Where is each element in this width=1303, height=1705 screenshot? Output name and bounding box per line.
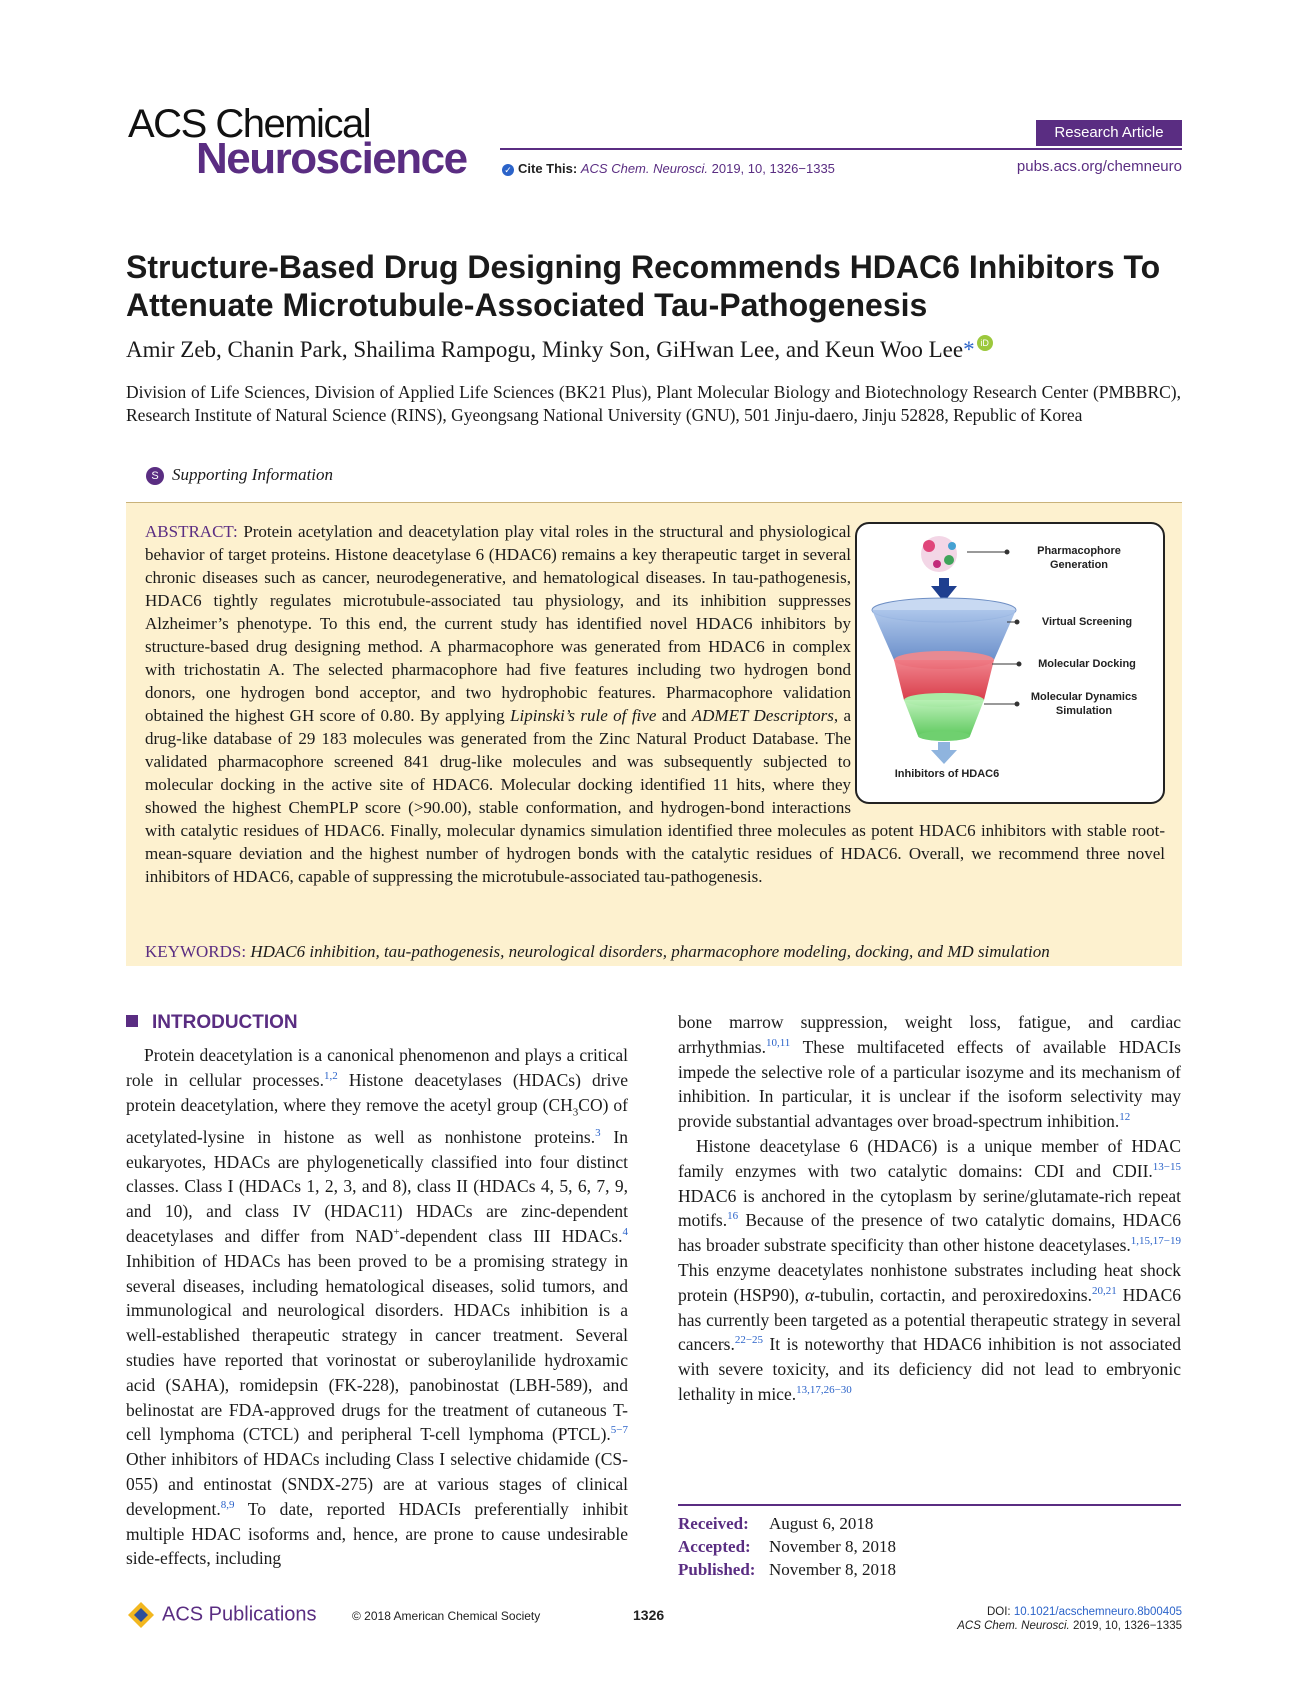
citation-row <box>957 1619 1182 1633</box>
text-run: HDAC6 is anchored in the cytoplasm by serine/glutamate-rich repeat motifs. <box>678 1185 1181 1231</box>
dates-rule <box>678 1504 1181 1506</box>
subscript: 3 <box>572 1106 579 1119</box>
page-number: 1326 <box>633 1607 665 1623</box>
protein-structure-icon <box>921 536 957 572</box>
doi-row <box>957 1605 1182 1619</box>
text-run: These multifaceted effects of available HDACIs impede the selective role of a particular isozyme and its mechanism of inhibition. In particular, it is unclear if the isoform selectivity may provide substantial advantages over broad-spectrum inhibition. <box>678 1036 1181 1132</box>
article-title: Structure-Based Drug Designing Recommends HDAC6 Inhibitors To Attenuate Microtubule-Associated Tau-Pathogenesis <box>126 249 1161 323</box>
ref-link[interactable]: 5−7 <box>610 1424 628 1437</box>
text-run: CO) of acetylated-lysine in histone as well as nonhistone proteins. <box>126 1094 628 1147</box>
doi-block <box>957 1605 1182 1633</box>
cite-journal: ACS Chem. Neurosci. <box>580 161 709 176</box>
doi-link[interactable]: 10.1021/acschemneuro.8b00405 <box>1013 1606 1182 1618</box>
abstract-italic1: Lipinski’s rule of five <box>510 706 657 725</box>
keywords <box>145 940 1165 963</box>
text-run: In eukaryotes, HDACs are phylogenetically classified into four distinct classes. Class I (HDACs 1, 2, 3, and 8), class II (HDACs 4, 5, 6, 7, 9, and 10), and class IV (HDAC11) HDACs are zinc-dependent deacetylases and differ from NAD <box>126 1126 628 1247</box>
history-dates <box>678 1512 896 1581</box>
journal-name-line1: ACS Chemical <box>128 102 371 146</box>
section-heading-text: INTRODUCTION <box>152 1012 298 1033</box>
text-run: To date, reported HDACIs preferentially inhibit multiple HDAC isoforms and, hence, are prone to cause undesirable side-effects, including <box>126 1498 628 1569</box>
text-run: HDAC6 has currently been targeted as a potential therapeutic strategy in several cancers. <box>678 1284 1182 1355</box>
text-run: Protein deacetylation is a canonical phenomenon and plays a critical role in cellular processes. <box>126 1045 628 1090</box>
cite-label: Cite This: <box>518 161 578 176</box>
copyright: © 2018 American Chemical Society <box>352 1609 541 1623</box>
intro-paragraph-1 <box>126 1043 628 1571</box>
citation-journal: ACS Chem. Neurosci. <box>957 1620 1070 1632</box>
section-heading-introduction <box>126 1012 298 1034</box>
arrow-down-output-icon <box>931 742 957 764</box>
body-column-left <box>126 1043 628 1571</box>
supporting-information-link[interactable] <box>146 465 333 485</box>
authors-text: Amir Zeb, Chanin Park, Shailima Rampogu, Minky Son, GiHwan Lee, and Keun Woo Lee <box>126 337 964 362</box>
ref-link[interactable]: 13−15 <box>1152 1160 1181 1173</box>
journal-url-link[interactable]: pubs.acs.org/chemneuro <box>1016 158 1182 175</box>
intro-paragraph-2 <box>678 1134 1181 1407</box>
affiliation: Division of Life Sciences, Division of Applied Life Sciences (BK21 Plus), Plant Molecular Biology and Biotechnology Research Center (PMBBRC), Research Institute of Natural Science (RINS), Gyeongsang National University (GNU), 501 Jinju-daero, Jinju 52828, Republic of Korea <box>126 382 1181 425</box>
ref-link[interactable]: 20,21 <box>1092 1284 1117 1297</box>
supporting-info-label: Supporting Information <box>172 465 334 484</box>
ref-link[interactable]: 8,9 <box>220 1499 235 1512</box>
text-run: -tubulin, cortactin, and peroxiredoxins. <box>814 1284 1092 1305</box>
accepted-row <box>678 1535 896 1558</box>
section-square-icon <box>126 1015 138 1027</box>
journal-name-line2: Neuroscience <box>196 134 467 183</box>
received-date: August 6, 2018 <box>769 1514 874 1533</box>
ref-link[interactable]: 1,2 <box>323 1069 338 1082</box>
received-row <box>678 1512 896 1535</box>
text-run: bone marrow suppression, weight loss, fatigue, and cardiac arrhythmias. <box>678 1012 1181 1057</box>
cite-this[interactable] <box>502 161 835 176</box>
toc-graphic <box>855 522 1165 804</box>
text-run: Other inhibitors of HDACs including Class I selective chidamide (CS-055) and entinostat (SNDX-275) are at various stages of clinical development. <box>126 1449 628 1519</box>
superscript-plus: + <box>393 1226 400 1239</box>
published-row <box>678 1558 896 1581</box>
abstract-part2: , a drug-like database of 29 183 molecules was generated from the Zinc Natural Product Database. The validated pharmacophore screened 841 drug-like molecules and was subsequently subjected to molecular docking in the active site of HDAC6. Molecular docking identified 11 hits, where they showed the highest ChemPLP score (>90.00), stable conformation, and hydrogen-bond interactions with catalytic residues of HDAC6. Finally, molecular dynamics simulation identified three molecules as potent HDAC6 inhibitors with stable root-mean-square deviation and the highest number of hydrogen bonds with the catalytic residues of HDAC6. Overall, we recommend three novel inhibitors of HDAC6, capable of suppressing the microtubule-associated tau-pathogenesis. <box>145 706 1165 886</box>
abstract-and: and <box>661 706 687 725</box>
funnel-bottom <box>904 700 984 736</box>
abstract-label: ABSTRACT: <box>145 522 238 541</box>
citation-detail: 2019, 10, 1326−1335 <box>1072 1620 1182 1632</box>
published-date: November 8, 2018 <box>769 1560 897 1579</box>
step-molecular-dynamics: Molecular Dynamics Simulation <box>1030 691 1138 717</box>
acs-publications-logo[interactable] <box>126 1600 317 1630</box>
keywords-label: KEYWORDS: <box>145 942 247 961</box>
text-run: This enzyme deacetylates nonhistone substrates including heat shock protein (HSP90), <box>678 1259 1181 1305</box>
step-molecular-docking: Molecular Docking <box>1038 658 1136 670</box>
text-run: Histone deacetylase 6 (HDAC6) is a unique member of HDAC family enzymes with two catalytic domains: CDI and CDII. <box>678 1135 1181 1181</box>
published-label: Published: <box>678 1560 756 1579</box>
publisher-name: ACS Publications <box>162 1603 317 1626</box>
text-run: Because of the presence of two catalytic domains, HDAC6 has broader substrate specificity than other histone deacetylases. <box>678 1210 1181 1256</box>
abstract-italic2: ADMET Descriptors <box>691 706 834 725</box>
text-run: Inhibition of HDACs has been proved to be a promising strategy in several diseases, including hematological diseases, solid tumors, and immunological and neurological disorders. HDACs inhibition is a well-established therapeutic strategy in cancer treatment. Several studies have reported that vorinostat or suberoylanilide hydroxamic acid (SAHA), romidepsin (FK-228), panobinostat (LBH-589), and belinostat are FDA-approved drugs for the treatment of cutaneous T-cell lymphoma (CTCL) and peripheral T-cell lymphoma (PTCL). <box>126 1250 628 1445</box>
step-virtual-screening: Virtual Screening <box>1041 616 1133 628</box>
accepted-date: November 8, 2018 <box>769 1537 897 1556</box>
article-type-badge: Research Article <box>1036 120 1182 146</box>
keywords-text: HDAC6 inhibition, tau-pathogenesis, neurological disorders, pharmacophore modeling, docking, and MD simulation <box>250 942 1050 961</box>
corresponding-mark[interactable]: * <box>963 337 975 362</box>
ref-link[interactable]: 13,17,26−30 <box>796 1384 852 1397</box>
text-run: Histone deacetylases (HDACs) drive protein deacetylation, where they remove the acetyl group (CH <box>126 1069 628 1115</box>
ref-link[interactable]: 3 <box>595 1127 601 1140</box>
ref-link[interactable]: 16 <box>727 1210 739 1223</box>
step-pharmacophore-generation: Pharmacophore Generation <box>1037 545 1121 571</box>
ref-link[interactable]: 12 <box>1119 1111 1131 1124</box>
supporting-info-icon: S <box>146 467 164 485</box>
ref-link[interactable]: 10,11 <box>765 1036 791 1049</box>
author-list <box>126 335 993 365</box>
intro-paragraph-1-continued <box>678 1010 1181 1134</box>
cite-detail: 2019, 10, 1326−1335 <box>711 161 835 176</box>
text-run: It is noteworthy that HDAC6 inhibition is not associated with severe toxicity, and its deficiency did not lead to embryonic lethality in mice. <box>678 1334 1181 1404</box>
text-run: -dependent class III HDACs. <box>399 1226 623 1247</box>
acs-logo-icon <box>126 1600 156 1630</box>
orcid-icon[interactable]: iD <box>977 335 993 351</box>
accepted-label: Accepted: <box>678 1537 751 1556</box>
received-label: Received: <box>678 1514 749 1533</box>
header-rule <box>500 148 1182 150</box>
ref-link[interactable]: 22−25 <box>734 1334 764 1347</box>
ref-link[interactable]: 4 <box>622 1226 628 1239</box>
alpha-symbol: α <box>805 1284 815 1305</box>
check-icon: ✓ <box>502 164 514 176</box>
body-column-right <box>678 1010 1181 1407</box>
abstract-part1: Protein acetylation and deacetylation play vital roles in the structural and physiological behavior of target proteins. Histone deacetylase 6 (HDAC6) remains a key therapeutic target in several chronic diseases such as cancer, neurodegenerative, and hematological diseases. In tau-pathogenesis, HDAC6 tightly regulates microtubule-associated tau physiology, and its inhibition suppresses Alzheimer’s phenotype. To this end, the current study has identified novel HDAC6 inhibitors by structure-based drug designing method. A pharmacophore was generated from HDAC6 in complex with trichostatin A. The selected pharmacophore had five features including two hydrogen bond donors, one hydrogen bond acceptor, and two hydrophobic features. Pharmacophore validation obtained the highest GH score of 0.80. By applying <box>145 522 851 725</box>
ref-link[interactable]: 1,15,17−19 <box>1130 1235 1181 1248</box>
output-inhibitors: Inhibitors of HDAC6 <box>894 768 1000 780</box>
doi-label: DOI: <box>986 1606 1011 1618</box>
